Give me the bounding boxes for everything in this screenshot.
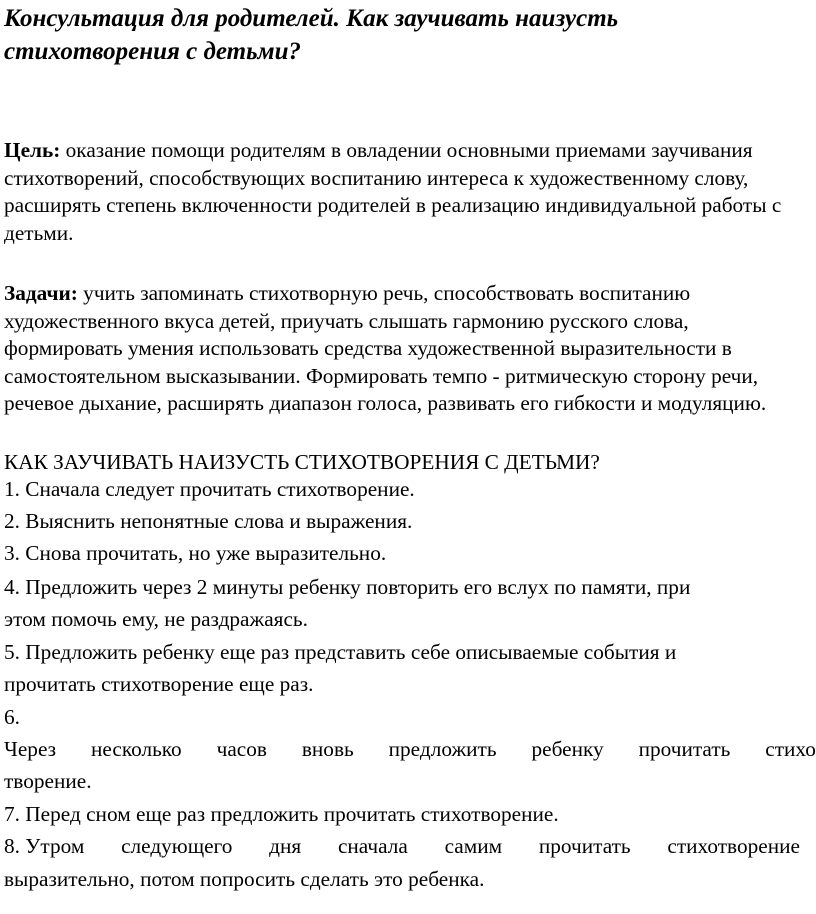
- step-2: 2. Выяснить непонятные слова и выражения.: [4, 509, 413, 533]
- tasks-text: учить запоминать стихотворную речь, способствовать воспитанию художественного вкуса детей, приучать слышать гармонию русского слова, формировать умения использовать средства художественной выразительности в самостоятельном высказывании. Формировать темпо - ритмическую сторону речи, речевое дыхание, расширять диапазон голоса, развивать его гибкости и модуляцию.: [4, 281, 767, 415]
- step-8-line-2: выразительно, потом попросить сделать это ребенка.: [4, 867, 485, 891]
- step-8-line-1: [4, 833, 800, 859]
- step-5-line-1: 5. Предложить ребенку еще раз представить себе описываемые события и: [4, 640, 677, 664]
- goal-paragraph: [4, 137, 808, 247]
- step-6-line-2: творение.: [4, 769, 92, 793]
- section-heading: КАК ЗАУЧИВАТЬ НАИЗУСТЬ СТИХОТВОРЕНИЯ С ДЕТЬМИ?: [4, 450, 600, 474]
- step-6-word: ребенку: [531, 737, 604, 761]
- step-8-word: стихотворение: [667, 834, 800, 858]
- title-line-2: стихотворения с детьми?: [4, 38, 302, 65]
- tasks-paragraph: [4, 280, 808, 418]
- step-6-line-1: [4, 736, 816, 762]
- step-6-word: часов: [216, 737, 267, 761]
- step-8-word: следующего: [121, 834, 233, 858]
- step-3: 3. Снова прочитать, но уже выразительно.: [4, 541, 387, 565]
- step-4-line-2: этом помочь ему, не раздражаясь.: [4, 607, 308, 631]
- step-6-word: стихо: [765, 737, 816, 761]
- title-line-1: Консультация для родителей. Как заучивать наизусть: [4, 5, 619, 32]
- step-4-line-1: 4. Предложить через 2 минуты ребенку повторить его вслух по памяти, при: [4, 575, 691, 599]
- step-7: 7. Перед сном еще раз предложить прочитать стихотворение.: [4, 802, 559, 826]
- step-8-word: сначала: [337, 834, 408, 858]
- step-1: 1. Сначала следует прочитать стихотворение.: [4, 477, 415, 501]
- tasks-label: Задачи:: [4, 281, 78, 305]
- step-8-word: прочитать: [538, 834, 631, 858]
- step-8-word: 8. Утром: [4, 834, 85, 858]
- step-6-word: прочитать: [638, 737, 731, 761]
- page-title: [4, 2, 804, 68]
- step-5-line-2: прочитать стихотворение еще раз.: [4, 672, 314, 696]
- step-8-word: дня: [269, 834, 302, 858]
- step-8-word: самим: [444, 834, 503, 858]
- goal-label: Цель:: [4, 138, 61, 162]
- step-6-word: вновь: [301, 737, 354, 761]
- step-6-word: предложить: [388, 737, 497, 761]
- goal-text: оказание помощи родителям в овладении основными приемами заучивания стихотворений, способствующих воспитанию интереса к художественному слову, расширять степень включенности родителей в реализацию индивидуальной работы с детьми.: [4, 138, 782, 245]
- step-6-number: 6.: [4, 705, 20, 729]
- step-6-word: несколько: [90, 737, 182, 761]
- step-6-word: Через: [4, 737, 57, 761]
